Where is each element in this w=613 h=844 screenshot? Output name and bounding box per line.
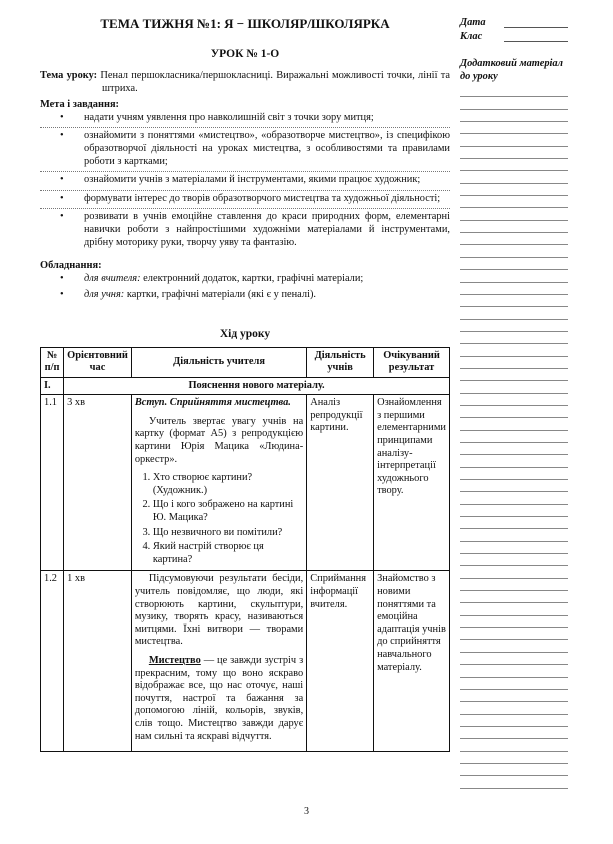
note-line — [460, 245, 568, 257]
question-item: 3. Що незвичного ви помітили? — [153, 527, 303, 540]
class-field[interactable] — [460, 28, 568, 42]
row-number: 1.1 — [41, 395, 64, 571]
note-line — [460, 147, 568, 159]
page-number: 3 — [304, 806, 309, 817]
stage-title: Вступ. Сприйняття мистецтва. — [134, 397, 291, 409]
note-line — [460, 270, 568, 282]
note-line — [460, 505, 568, 517]
goal-item: • розвивати в учнів емоційне ставлення до краси природних форм, елементарні навички роботи з найпростішими художніми матеріалами й інструментами, дрібну моторику руки, творчу уяву та фантазію. — [60, 211, 450, 248]
question-list — [135, 472, 303, 566]
row-time: 1 хв — [64, 571, 132, 752]
teacher-activity — [131, 571, 306, 752]
bullet-icon: • — [60, 111, 64, 123]
note-line — [460, 122, 568, 134]
note-line — [460, 529, 568, 541]
note-line — [460, 579, 568, 591]
section-row — [41, 377, 450, 395]
topic-label: Тема уроку: — [40, 70, 98, 81]
lesson-number: УРОК № 1-О — [210, 48, 280, 60]
lesson-plan-table — [40, 347, 450, 753]
extra-material-label: Додатковий матеріал до уроку — [460, 58, 563, 82]
topic-text: Пенал першокласника/першокласниці. Виражальні можливості точки, лінії та штриха. — [100, 70, 450, 94]
note-line — [460, 455, 568, 467]
note-line — [460, 295, 568, 307]
note-line — [460, 184, 568, 196]
margin-notes — [460, 14, 568, 789]
table-row — [41, 571, 450, 752]
equipment-item: • для вчителя: електронний додаток, картки, графічні матеріали; — [60, 272, 364, 284]
note-line — [460, 603, 568, 615]
note-line — [460, 492, 568, 504]
goals-heading: Мета і завдання: — [40, 99, 120, 111]
activity-text: Учитель звертає увагу учнів на картку (формат А5) з репродукцією картини Юрія Мацика «Людина-оркестр». — [134, 415, 304, 465]
note-line — [460, 332, 568, 344]
note-line — [460, 418, 568, 430]
note-line — [460, 258, 568, 270]
date-field[interactable] — [460, 14, 568, 28]
course-heading: Хід уроку — [219, 327, 271, 340]
note-line — [460, 134, 568, 146]
note-line — [460, 233, 568, 245]
note-line — [460, 171, 568, 183]
bullet-icon: • — [60, 211, 64, 223]
note-line — [460, 431, 568, 443]
note-line — [460, 554, 568, 566]
goal-item: • надати учням уявлення про навколишній світ з точки зору митця; — [40, 112, 450, 129]
student-activity: Сприймання інформації вчителя. — [307, 571, 374, 752]
note-line — [460, 764, 568, 776]
note-line — [460, 727, 568, 739]
note-line — [460, 566, 568, 578]
note-line — [460, 542, 568, 554]
teacher-activity — [131, 395, 306, 571]
note-line — [460, 85, 568, 97]
note-lines[interactable] — [460, 85, 568, 789]
goal-item: • формувати інтерес до творів образотворчого мистецтва та художньої діяльності; — [40, 193, 450, 210]
table-row — [41, 395, 450, 571]
note-line — [460, 369, 568, 381]
class-line — [504, 31, 568, 42]
note-line — [460, 97, 568, 109]
bullet-icon: • — [60, 289, 64, 301]
expected-result: Знайомство з новими поняттями та емоційна адаптація учнів до сприйняття навчального матеріалу. — [374, 571, 450, 752]
week-title: ТЕМА ТИЖНЯ №1: Я − ШКОЛЯР/ШКОЛЯРКА — [100, 16, 390, 31]
note-line — [460, 283, 568, 295]
note-line — [460, 221, 568, 233]
note-line — [460, 690, 568, 702]
col-header-result: Очікуваний результат — [374, 347, 450, 377]
expected-result: Ознайомлення з першими елементарними принципами аналізу-інтерпретації художнього твору. — [374, 395, 450, 571]
term: Мистецтво — [148, 654, 201, 666]
col-header-time: Орієнтовний час — [64, 347, 132, 377]
goals-list — [40, 112, 450, 252]
col-header-students: Діяльність учнів — [307, 347, 374, 377]
equipment-item: • для учня: картки, графічні матеріали (які є у пеналі). — [60, 289, 317, 301]
note-line — [460, 480, 568, 492]
note-line — [460, 653, 568, 665]
definition-text: Мистецтво — це завжди зустріч з прекрасним, тому що воно яскраво відображає все, що нас оточує, наші почуття, настрої та бажання за допомогою ліній, кольорів, звуків, слів тощо. Мистецтво завжди дарує нам сильні та яскраві відчуття. — [134, 654, 304, 742]
bullet-icon: • — [60, 174, 64, 186]
note-line — [460, 110, 568, 122]
bullet-icon: • — [60, 192, 64, 204]
page-content — [40, 14, 450, 752]
note-line — [460, 739, 568, 751]
note-line — [460, 715, 568, 727]
note-line — [460, 517, 568, 529]
note-line — [460, 702, 568, 714]
equipment-heading: Обладнання: — [40, 260, 102, 272]
question-item: 1. Хто створює картини? (Художник.) — [153, 472, 303, 497]
note-line — [460, 381, 568, 393]
note-line — [460, 196, 568, 208]
student-activity: Аналіз репродукції картини. — [307, 395, 374, 571]
note-line — [460, 320, 568, 332]
table-header-row — [41, 347, 450, 377]
note-line — [460, 307, 568, 319]
question-item: 2. Що і кого зображено на картині Ю. Мацика? — [153, 499, 303, 524]
note-line — [460, 394, 568, 406]
equipment-list — [40, 273, 450, 302]
note-line — [460, 591, 568, 603]
note-line — [460, 443, 568, 455]
date-line — [504, 17, 568, 28]
row-time: 3 хв — [64, 395, 132, 571]
col-header-num: № п/п — [41, 347, 64, 377]
note-line — [460, 616, 568, 628]
note-line — [460, 159, 568, 171]
section-number: I. — [41, 377, 64, 395]
section-title: Пояснення нового матеріалу. — [64, 377, 450, 395]
row-number: 1.2 — [41, 571, 64, 752]
bullet-icon: • — [60, 130, 64, 142]
bullet-icon: • — [60, 272, 64, 284]
question-item: 4. Який настрій створює ця картина? — [153, 541, 303, 566]
date-label: Дата — [460, 17, 486, 28]
goal-item: • ознайомити учнів з матеріалами й інструментами, якими працює художник; — [40, 174, 450, 191]
note-line — [460, 406, 568, 418]
note-line — [460, 752, 568, 764]
note-line — [460, 628, 568, 640]
note-line — [460, 208, 568, 220]
note-line — [460, 344, 568, 356]
goal-item: • ознайомити з поняттями «мистецтво», «образотворче мистецтво», із специфікою образотворчої діяльності на уроках мистецтва, з особливостями та правилами роботи з картками; — [40, 130, 450, 172]
note-line — [460, 640, 568, 652]
note-line — [460, 357, 568, 369]
note-line — [460, 468, 568, 480]
col-header-teacher: Діяльність учителя — [131, 347, 306, 377]
lesson-topic — [40, 70, 450, 95]
class-label: Клас — [460, 31, 483, 42]
activity-text: Підсумовуючи результати бесіди, учитель повідомляє, що люди, які створюють картини, скульптури, музику, творять красу, називаються митцями. Їхні витвори — творами мистецтва. — [134, 573, 304, 648]
note-line — [460, 665, 568, 677]
note-line — [460, 776, 568, 788]
note-line — [460, 678, 568, 690]
